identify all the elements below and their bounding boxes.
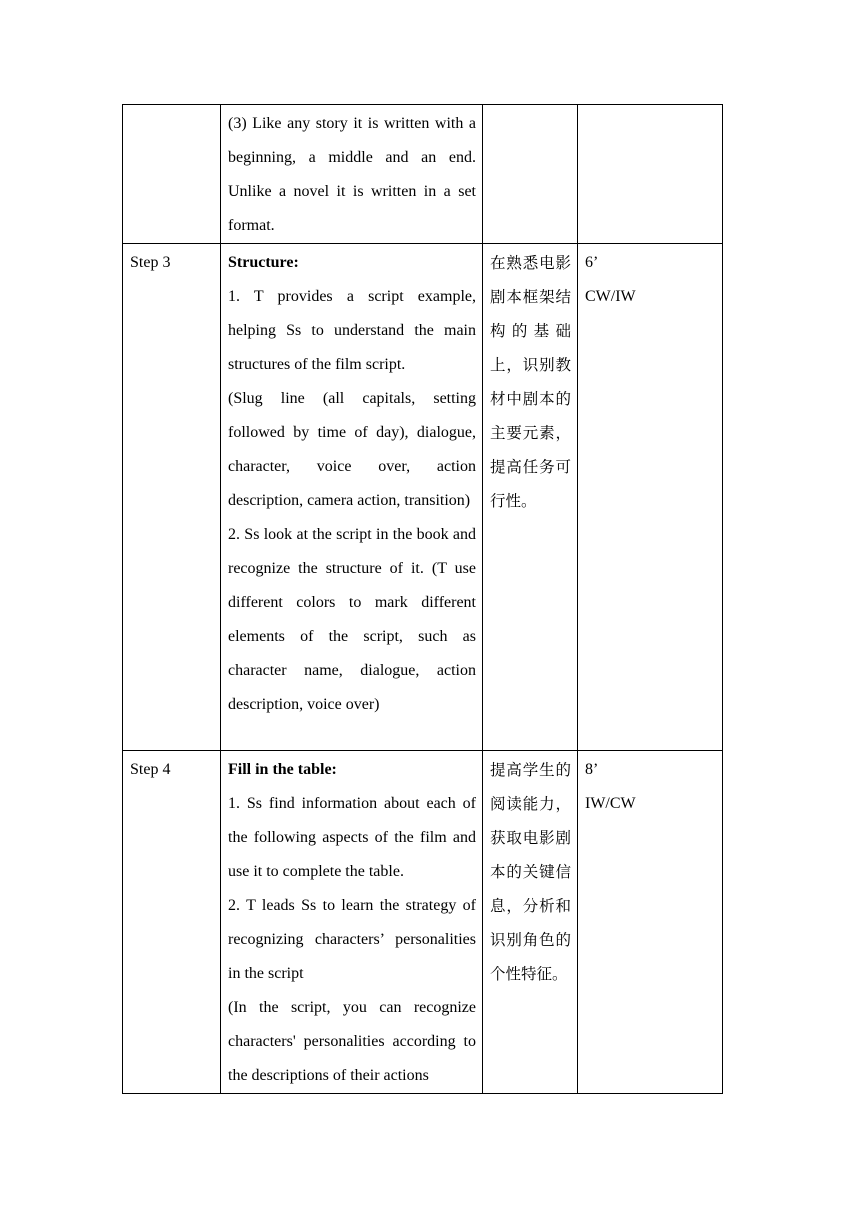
purpose-cell	[483, 244, 578, 751]
step-label: Step 3	[130, 254, 171, 271]
procedure-paragraph: (3) Like any story it is written with a beginning, a middle and an end. Unlike a novel it is written in a set format.	[228, 115, 476, 234]
purpose-text: 在熟悉电影剧本框架结构的基础上，识别教材中剧本的主要元素，提高任务可行性。	[490, 254, 571, 510]
time-cell	[578, 751, 723, 1094]
procedure-cell	[221, 244, 483, 751]
purpose-cell	[483, 105, 578, 244]
procedure-cell	[221, 751, 483, 1094]
section-heading: Structure:	[228, 254, 299, 271]
step-cell	[123, 751, 221, 1094]
purpose-text: 提高学生的阅读能力，获取电影剧本的关键信息，分析和识别角色的个性特征。	[490, 761, 571, 983]
table-row	[123, 751, 723, 1094]
step-label: Step 4	[130, 761, 171, 778]
mode-value: IW/CW	[585, 795, 636, 812]
procedure-paragraph: (Slug line (all capitals, setting followed by time of day), dialogue, character, voice over, action description, camera action, transition)	[228, 390, 476, 509]
procedure-paragraph: 2. T leads Ss to learn the strategy of recognizing characters’ personalities in the script	[228, 897, 476, 982]
time-cell	[578, 105, 723, 244]
step-cell	[123, 105, 221, 244]
procedure-paragraph: 1. T provides a script example, helping Ss to understand the main structures of the film script.	[228, 288, 476, 373]
procedure-paragraph: 1. Ss find information about each of the following aspects of the film and use it to complete the table.	[228, 795, 476, 880]
mode-value: CW/IW	[585, 288, 636, 305]
procedure-paragraph: (In the script, you can recognize characters' personalities according to the descriptions of their actions	[228, 999, 476, 1084]
lesson-plan-table	[122, 104, 723, 1094]
table-row	[123, 105, 723, 244]
step-cell	[123, 244, 221, 751]
section-heading: Fill in the table:	[228, 761, 337, 778]
procedure-paragraph: 2. Ss look at the script in the book and recognize the structure of it. (T use different colors to mark different elements of the script, such as character name, dialogue, action description, voice over)	[228, 526, 476, 713]
purpose-cell	[483, 751, 578, 1094]
table-row	[123, 244, 723, 751]
time-value: 6’	[585, 254, 599, 271]
time-cell	[578, 244, 723, 751]
procedure-cell	[221, 105, 483, 244]
time-value: 8’	[585, 761, 599, 778]
